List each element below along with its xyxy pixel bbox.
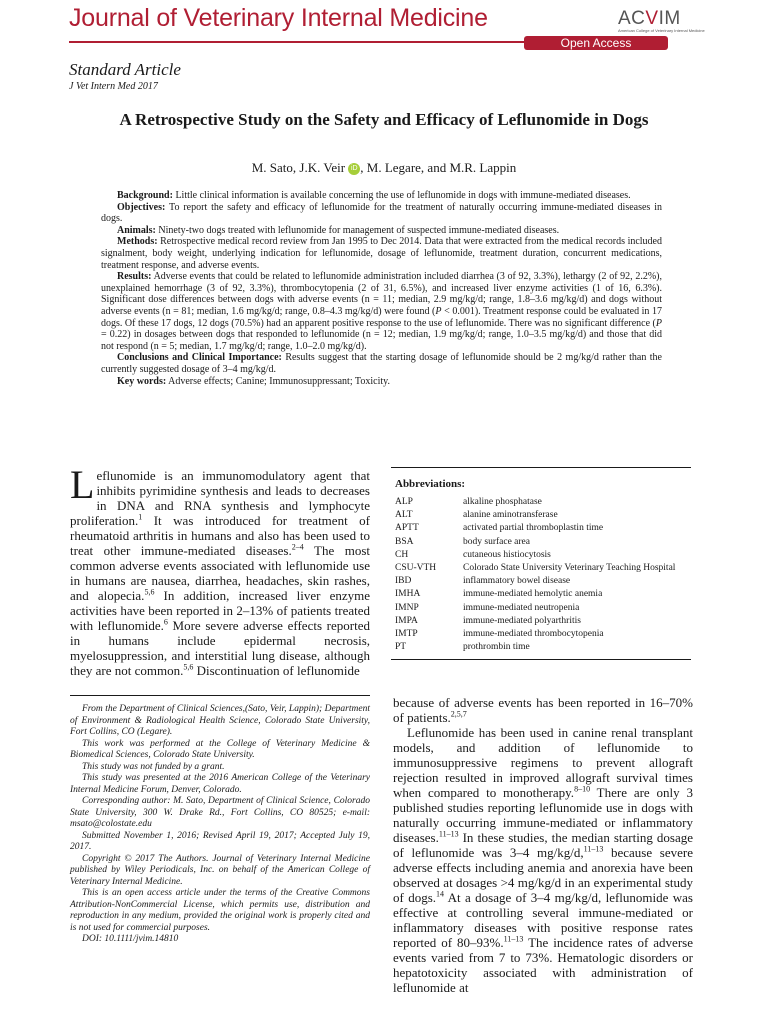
abstract-conclusions	[101, 352, 662, 375]
transplant-paragraph	[393, 725, 693, 995]
open-access-badge: Open Access	[524, 36, 668, 50]
abbreviation-term: ALT	[395, 510, 413, 521]
abbreviations-table	[391, 496, 691, 654]
abbreviation-term: APTT	[395, 523, 419, 534]
abstract-background	[101, 190, 662, 202]
abbreviation-definition: alkaline phosphatase	[463, 497, 542, 507]
body-text: The most common adverse events associated with leflunomide use in humans are nausea, diarrhea, headaches, skin rashes, and alopecia.	[70, 543, 370, 603]
abbreviation-row	[391, 536, 691, 549]
abbreviation-row	[391, 602, 691, 615]
objectives-label: Objectives:	[117, 201, 166, 213]
body-text: In these studies, the median starting dosage of leflunomide was 3–4 mg/kg/d,	[393, 830, 693, 860]
abstract-objectives	[101, 202, 662, 225]
background-label: Background:	[117, 190, 173, 201]
abbreviations-bottom-rule	[391, 659, 691, 660]
abbreviation-row	[391, 509, 691, 522]
keywords-label: Key words:	[117, 375, 167, 387]
abbreviation-definition: activated partial thromboplastin time	[463, 523, 604, 534]
article-type: Standard Article	[69, 60, 181, 79]
body-text: Discontinuation of leflunomide	[193, 663, 360, 678]
authors-part-1: M. Sato, J.K. Veir	[251, 160, 346, 175]
abbreviation-definition: body surface area	[463, 536, 530, 547]
abbreviations-title: Abbreviations:	[395, 478, 466, 490]
abbreviation-definition: alanine aminotransferase	[463, 510, 558, 521]
abbreviation-term: CSU-VTH	[395, 563, 437, 574]
p-value-symbol: P	[655, 317, 662, 329]
abbreviation-row	[391, 575, 691, 588]
abbreviation-term: IMNP	[395, 602, 419, 613]
body-text: because of adverse events has been reported in 16–70% of patients.	[393, 695, 693, 725]
objectives-text: To report the safety and efficacy of leflunomide for the treatment of naturally occurring immune-mediated diseases in dogs.	[101, 201, 662, 225]
abstract	[101, 190, 662, 387]
footnote-funding: This study was not funded by a grant.	[82, 761, 225, 772]
body-text: Leflunomide has been used in canine renal transplant models, and addition of leflunomide to immunosuppressive regimens to prevent allograft rejection resulted in improved allograft survival times when compared to monotherapy.	[393, 725, 693, 800]
drop-cap: L	[70, 462, 95, 507]
footnote-rule	[70, 695, 370, 696]
citation-ref[interactable]: 5,6	[144, 587, 155, 597]
abbreviation-row	[391, 628, 691, 641]
body-text-left	[70, 462, 370, 678]
abbreviations-box	[391, 467, 691, 660]
results-text-2: < 0.001). Treatment response could be evaluated in 17 dogs. Of these 17 dogs, 12 dogs (70.5%) had an apparent positive response to the use of leflunomide. There was no significant difference (	[101, 305, 663, 329]
logo-text-im: IM	[658, 8, 681, 29]
methods-label: Methods:	[117, 236, 158, 248]
acvim-logo	[618, 8, 705, 33]
abbreviation-definition: inflammatory bowel disease	[463, 576, 571, 587]
journal-title: Journal of Veterinary Internal Medicine	[69, 4, 488, 32]
body-text: The incidence rates of adverse events varied from 7 to 73%. Hematologic disorders or hepatotoxicity associated with administration of leflunomide at	[393, 935, 693, 995]
footnote-copyright: Copyright © 2017 The Authors. Journal of Veterinary Internal Medicine published by Wiley Periodicals, Inc. on behalf of the American College of Veterinary Internal Medicine.	[70, 853, 370, 887]
header-rule	[69, 41, 529, 43]
orcid-icon[interactable]: iD	[348, 163, 360, 175]
citation-ref[interactable]: 5,6	[183, 662, 194, 672]
footnote-dates: Submitted November 1, 2016; Revised April 19, 2017; Accepted July 19, 2017.	[70, 830, 370, 852]
results-text-3: = 0.22) in dosages between dogs that responded to leflunomide (n = 12; median, 1.9 mg/kg/d; range, 1.0–3.5 mg/kg/d) and those that did not respond (n = 5; median, 1.7 mg/kg/d; range, 1.0–2.0 mg/kg/d).	[101, 329, 662, 352]
abbreviation-row	[391, 562, 691, 575]
p-value-symbol: P	[435, 305, 442, 317]
body-text: because severe adverse effects including anemia and anorexia have been observed at dosages >4 mg/kg/d in an experimental study of dogs.	[393, 845, 693, 905]
logo-text-ac: AC	[618, 8, 646, 29]
abstract-keywords	[101, 376, 662, 388]
abbreviation-row	[391, 522, 691, 535]
methods-text: Retrospective medical record review from Jan 1995 to Dec 2014. Data that were extracted from the medical records included signalment, body weight, underlying indication for leflunomide, dosage of leflunomide, treatment duration, concurrent medications, treatment response, and adverse events.	[101, 236, 662, 271]
footnote-work-location: This work was performed at the College of Veterinary Medicine & Biomedical Sciences, Colorado State University.	[70, 738, 370, 760]
citation-ref[interactable]: 6	[163, 617, 168, 627]
footnote-license: This is an open access article under the terms of the Creative Commons Attribution-NonCommercial License, which permits use, distribution and reproduction in any medium, provided the original work is properly cited and is not used for commercial purposes.	[70, 888, 370, 933]
body-text: It was introduced for treatment of rheumatoid arthritis in humans and also has been used to treat other immune-mediated diseases.	[70, 513, 370, 558]
abbreviation-term: IMHA	[395, 589, 421, 600]
citation: J Vet Intern Med 2017	[69, 81, 158, 92]
results-label: Results:	[117, 271, 152, 283]
abbreviation-row	[391, 615, 691, 628]
abbreviation-row	[391, 641, 691, 654]
results-text-1: Adverse events that could be related to leflunomide administration included diarrhea (3 of 92, 3.3%), lethargy (2 of 92, 2.2%), unexplained hemorrhage (3 of 92, 3.3%), thrombocytopenia (2 of 31, 6.5%), and increased liver enzyme activities (1 of 16, 6.3%). Significant dose differences between dogs with adverse events (n = 11; median, 2.9 mg/kg/d; range, 1.8–3.6 mg/kg/d) and dogs without adverse events (n = 81; median, 1.6 mg/kg/d; range, 0.8–4.3 mg/kg/d) were found (	[101, 271, 662, 317]
citation-ref[interactable]: 1	[138, 512, 143, 522]
abbreviation-row	[391, 549, 691, 562]
body-text-right	[393, 695, 693, 995]
keywords-text: Adverse effects; Canine; Immunosuppressant; Toxicity.	[168, 375, 390, 387]
abbreviation-definition: Colorado State University Veterinary Teaching Hospital	[463, 563, 676, 574]
conclusions-label: Conclusions and Clinical Importance:	[117, 352, 282, 364]
abbreviation-definition: immune-mediated thrombocytopenia	[463, 629, 604, 640]
body-text: eflunomide is an immunomodulatory agent that inhibits pyrimidine synthesis and leads to decreases in DNA and RNA synthesis and lymphocyte proliferation.	[70, 468, 370, 528]
citation-ref[interactable]: 14	[436, 889, 444, 899]
abbreviation-definition: immune-mediated neutropenia	[463, 602, 580, 613]
footnote-doi[interactable]: DOI: 10.1111/jvim.14810	[82, 934, 179, 944]
abbreviation-row	[391, 588, 691, 601]
citation-ref[interactable]: 8–10	[574, 784, 591, 794]
citation-ref[interactable]: 11–13	[583, 844, 604, 854]
abbreviation-term: PT	[395, 642, 407, 653]
citation-ref[interactable]: 2–4	[291, 542, 304, 552]
body-text: There are only 3 published studies reporting leflunomide use in dogs with naturally occurring immune-mediated or inflammatory diseases.	[393, 785, 693, 845]
abstract-results	[101, 271, 662, 352]
abstract-methods	[101, 236, 662, 271]
abbreviations-top-rule	[391, 467, 691, 468]
conclusions-text: Results suggest that the starting dosage of leflunomide should be 2 mg/kg/d rather than the currently suggested dosage of 3–4 mg/kg/d.	[101, 352, 662, 375]
abbreviation-term: BSA	[395, 536, 414, 547]
abbreviation-row	[391, 496, 691, 509]
abbreviation-definition: immune-mediated polyarthritis	[463, 615, 581, 626]
footnote-corresponding-author: Corresponding author: M. Sato, Department of Clinical Science, Colorado State University, 300 W. Drake Rd., Fort Collins, CO 80525; e-mail: msato@colostate.edu	[70, 796, 370, 829]
intro-paragraph	[70, 462, 370, 678]
affiliation-footnote	[70, 704, 370, 946]
footnote-affiliation: From the Department of Clinical Sciences,(Sato, Veir, Lappin); Department of Environment & Radiological Health Science, Colorado State University, Fort Collins, CO (Legare).	[70, 704, 370, 737]
animals-label: Animals:	[117, 224, 156, 236]
abbreviation-term: IMTP	[395, 629, 418, 640]
continued-paragraph	[393, 695, 693, 725]
background-text: Little clinical information is available concerning the use of leflunomide in dogs with immune-mediated diseases.	[175, 190, 631, 201]
acvim-logo-subtitle: American College of Veterinary Internal Medicine	[618, 28, 705, 33]
authors-part-2: , M. Legare, and M.R. Lappin	[360, 160, 517, 175]
body-text: More severe adverse effects reported in humans include epidermal necrosis, myelosuppression, and interstitial lung disease, although they are not common.	[70, 618, 370, 678]
acvim-logo-text	[618, 8, 698, 30]
animals-text: Ninety-two dogs treated with leflunomide for management of suspected immune-mediated diseases.	[158, 224, 560, 236]
abbreviation-term: CH	[395, 549, 409, 560]
abbreviation-definition: prothrombin time	[463, 642, 530, 653]
logo-text-v: V	[645, 8, 659, 29]
author-list	[74, 160, 694, 176]
citation-ref[interactable]: 11–13	[503, 934, 524, 944]
abbreviation-definition: cutaneous histiocytosis	[463, 549, 551, 560]
footnote-presentation: This study was presented at the 2016 American College of the Veterinary Internal Medicine Forum, Denver, Colorado.	[70, 773, 370, 795]
abbreviation-definition: immune-mediated hemolytic anemia	[463, 589, 603, 600]
abbreviation-term: ALP	[395, 497, 413, 507]
body-text: In addition, increased liver enzyme activities have been reported in 2–13% of patients treated with leflunomide.	[70, 588, 370, 633]
abbreviation-term: IMPA	[395, 615, 418, 626]
body-text: At a dosage of 3–4 mg/kg/d, leflunomide was effective at controlling several immune-mediated or inflammatory diseases with positive response rates reported of 80–93%.	[393, 890, 693, 950]
article-title: A Retrospective Study on the Safety and Efficacy of Leflunomide in Dogs	[119, 110, 649, 129]
abstract-animals	[101, 225, 662, 237]
abbreviation-term: IBD	[395, 576, 412, 587]
citation-ref[interactable]: 2,5,7	[450, 709, 467, 719]
citation-ref[interactable]: 11–13	[438, 829, 459, 839]
